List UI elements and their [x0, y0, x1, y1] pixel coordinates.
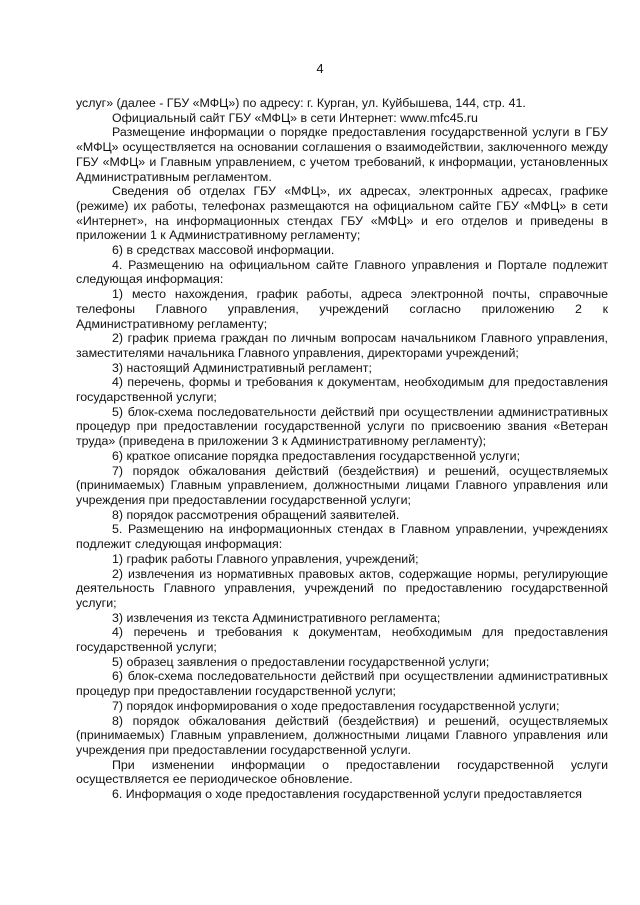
paragraph: 4) перечень, формы и требования к документам, необходимым для предоставления государственной услуги;: [76, 375, 608, 405]
paragraph: 6) краткое описание порядка предоставления государственной услуги;: [112, 448, 521, 463]
paragraph: 3) извлечения из текста Административного регламента;: [112, 610, 441, 625]
paragraph: 2) извлечения из нормативных правовых актов, содержащие нормы, регулирующие деятельность Главного управления, учреждений по предоставлению государственной услуги;: [76, 566, 608, 610]
paragraph: 5) блок-схема последовательности действий при осуществлении административных процедур при предоставлении государственной услуги по присвоению звания «Ветеран труда» (приведена в приложении 3 к Административному регламенту);: [76, 404, 608, 449]
paragraph: 6. Информация о ходе предоставления государственной услуги предоставляется: [112, 787, 582, 802]
paragraph: При изменении информации о предоставлении государственной услуги осуществляется ее периодическое обновление.: [76, 757, 608, 787]
paragraph: Сведения об отделах ГБУ «МФЦ», их адресах, электронных адресах, графике (режиме) их работы, телефонах размещаются на официальном сайте ГБУ «МФЦ» в сети «Интернет», на информационных стендах ГБУ «МФЦ» и его отделов и приведены в приложении 1 к Административному регламенту;: [76, 184, 608, 243]
paragraph: Размещение информации о порядке предоставления государственной услуги в ГБУ «МФЦ» осуществляется на основании соглашения о взаимодействии, заключенного между ГБУ «МФЦ» и Главным управлением, с учетом требований, к информации, установленных Административным регламентом.: [76, 125, 608, 184]
paragraph: услуг» (далее - ГБУ «МФЦ») по адресу: г. Курган, ул. Куйбышева, 144, стр. 41.: [76, 96, 526, 110]
paragraph: Официальный сайт ГБУ «МФЦ» в сети Интернет: www.mfc45.ru: [112, 110, 478, 125]
paragraph: 8) порядок обжалования действий (бездействия) и решений, осуществляемых (принимаемых) Главным управлением, должностными лицами Главного управления или учреждения при предоставлении государственной услуги.: [76, 713, 608, 757]
paragraph: 5) образец заявления о предоставлении государственной услуги;: [112, 654, 490, 669]
paragraph: 4) перечень и требования к документам, необходимым для предоставления государственной услуги;: [76, 625, 608, 655]
paragraph: 1) место нахождения, график работы, адреса электронной почты, справочные телефоны Главного управления, учреждений согласно приложению 2 к Административному регламенту;: [76, 287, 608, 331]
paragraph: 7) порядок обжалования действий (бездействия) и решений, осуществляемых (принимаемых) Главным управлением, должностными лицами Главного управления или учреждения при предоставлении государственной услуги;: [76, 463, 608, 507]
paragraph: 2) график приема граждан по личным вопросам начальником Главного управления, заместителями начальника Главного управления, директорами учреждений;: [76, 331, 608, 360]
paragraph: 8) порядок рассмотрения обращений заявителей.: [112, 507, 400, 522]
document-body: [76, 96, 608, 802]
paragraph: 3) настоящий Административный регламент;: [112, 360, 372, 375]
paragraph: 7) порядок информирования о ходе предоставления государственной услуги;: [112, 698, 560, 713]
paragraph: 5. Размещению на информационных стендах в Главном управлении, учреждениях подлежит следующая информация:: [76, 522, 608, 552]
paragraph: 1) график работы Главного управления, учреждений;: [112, 551, 419, 566]
paragraph: 4. Размещению на официальном сайте Главного управления и Портале подлежит следующая информация:: [76, 257, 608, 287]
paragraph: 6) блок-схема последовательности действий при осуществлении административных процедур при предоставлении государственной услуги;: [76, 669, 608, 699]
paragraph: 6) в средствах массовой информации.: [112, 243, 335, 258]
page-number: 4: [316, 61, 324, 76]
